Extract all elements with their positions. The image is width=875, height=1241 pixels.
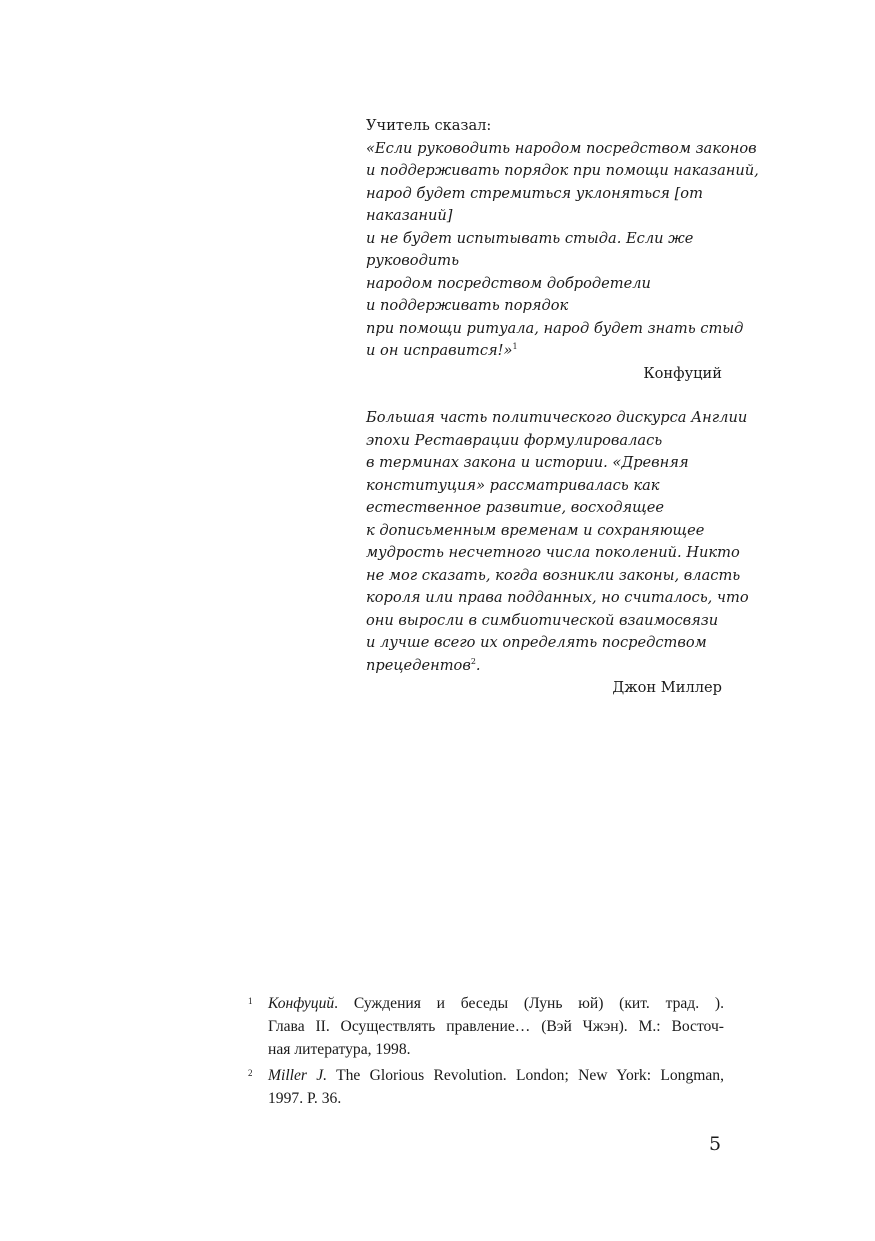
quote-text: и он исправится!» xyxy=(366,342,513,359)
footnote-text: . Суждения и беседы (Лунь юй) (кит. трад. ). xyxy=(334,995,724,1012)
footnote-2 xyxy=(248,1064,724,1110)
quote-line: в терминах закона и истории. «Древняя xyxy=(366,454,689,471)
quote-line: и не будет испытывать стыда. Если же xyxy=(366,229,694,247)
quote-line-last xyxy=(366,340,722,363)
footnote-line: 1997. P. 36. xyxy=(268,1090,342,1107)
footnote-number: 1 xyxy=(248,996,253,1006)
quote-line: они выросли в симбиотической взаимосвязи xyxy=(366,611,719,629)
quote-line: наказаний] xyxy=(366,207,453,224)
quote-line: и лучше всего их определять посредством xyxy=(366,634,707,651)
footnote-author: Miller J. xyxy=(268,1067,328,1084)
footnote-line xyxy=(268,992,724,1015)
quote-line: короля или права подданных, но считалось, что xyxy=(366,589,749,606)
quote-line: конституция» рассматривалась как xyxy=(366,476,660,494)
quote-line: к дописьменным временам и сохраняющее xyxy=(366,521,705,539)
footnote-author: Конфуций xyxy=(268,995,335,1012)
epigraph-miller xyxy=(366,407,749,700)
footnote-line: ная литература, 1998. xyxy=(268,1041,411,1058)
footnote-text: The Glorious Revolution. London; New York: Longman, xyxy=(327,1067,725,1084)
footnotes xyxy=(248,992,724,1113)
quote-line: народом посредством добродетели xyxy=(366,274,651,292)
page-number: 5 xyxy=(709,1133,722,1155)
footnote-ref-2[interactable]: 2 xyxy=(470,656,476,666)
quote-line: руководить xyxy=(366,252,460,269)
quote-line: «Если руководить народом посредством законов xyxy=(366,139,757,157)
quote-text: прецедентов xyxy=(366,656,471,674)
quote-line: мудрость несчетного числа поколений. Никто xyxy=(366,544,740,561)
quote-tail: . xyxy=(475,656,481,674)
quote-line: народ будет стремиться уклоняться [от xyxy=(366,184,703,202)
footnote-line: Глава II. Осуществлять правление… (Вэй Чжэн). М.: Восточ- xyxy=(268,1018,724,1035)
footnote-number: 2 xyxy=(248,1068,253,1078)
quote-line-last xyxy=(366,655,722,678)
quote-line: Большая часть политического дискурса Англии xyxy=(366,409,748,426)
quote-line: естественное развитие, восходящее xyxy=(366,499,665,516)
epigraphs xyxy=(366,115,759,722)
footnote-1 xyxy=(248,992,724,1061)
quote-line: при помощи ритуала, народ будет знать стыд xyxy=(366,319,744,337)
quote-line: и поддерживать порядок при помощи наказаний, xyxy=(366,162,759,179)
epigraph-confucius xyxy=(366,115,759,385)
epigraph-author: Джон Миллер xyxy=(612,679,722,696)
epigraph-author: Конфуций xyxy=(643,364,722,382)
epigraph-intro: Учитель сказал: xyxy=(366,117,492,134)
footnote-line xyxy=(268,1064,724,1087)
footnote-ref-1[interactable]: 1 xyxy=(512,342,518,352)
quote-line: не мог сказать, когда возникли законы, власть xyxy=(366,566,741,584)
quote-line: эпохи Реставрации формулировалась xyxy=(366,431,663,449)
quote-line: и поддерживать порядок xyxy=(366,297,569,314)
